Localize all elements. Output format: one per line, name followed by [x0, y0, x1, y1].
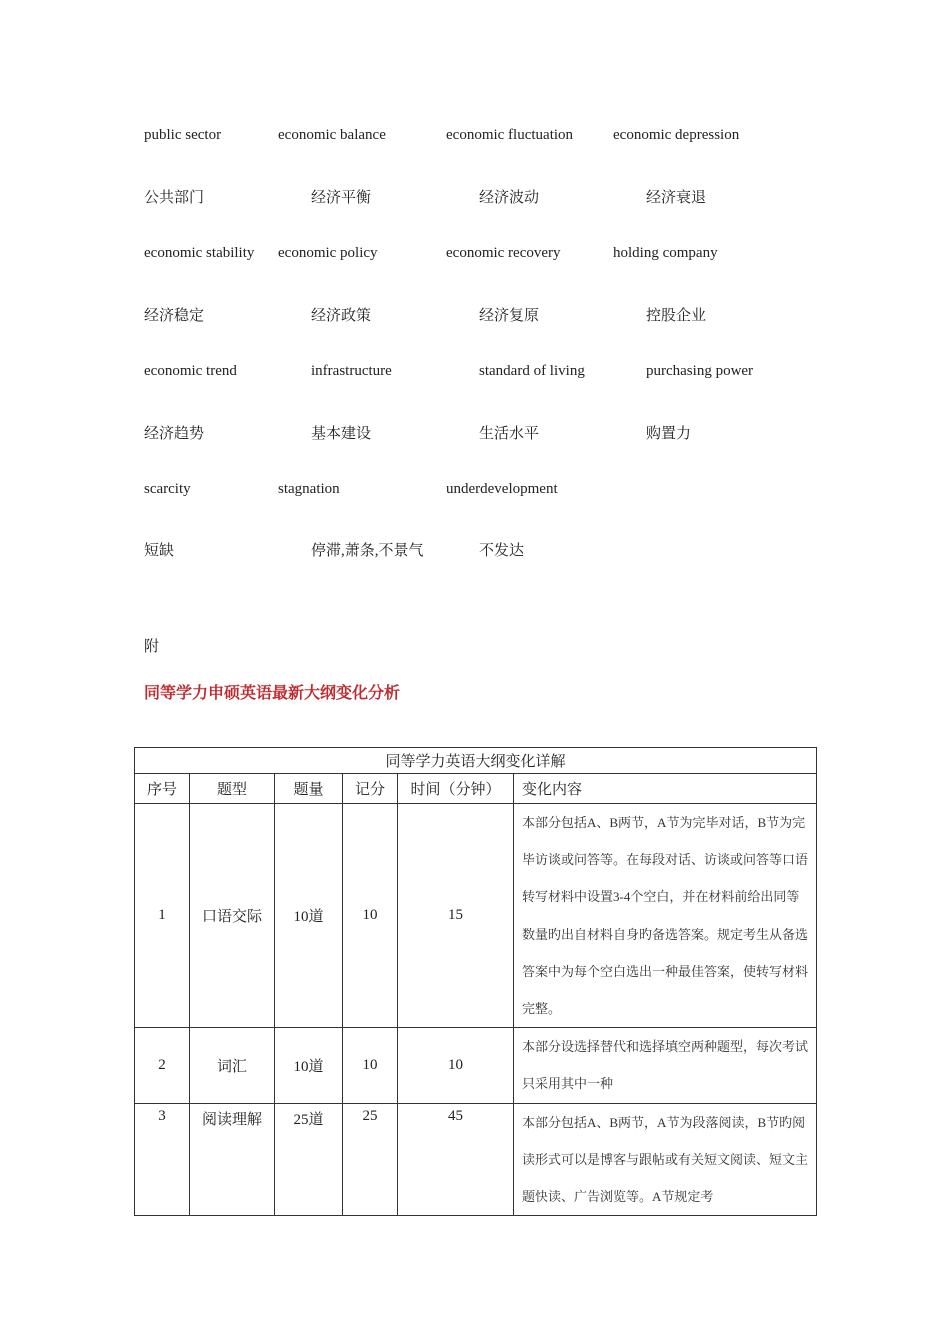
table-cell: 10 — [343, 804, 398, 1028]
table-cell: 10道 — [275, 804, 343, 1028]
table-cell: 3 — [135, 1103, 190, 1216]
vocab-term: scarcity — [144, 481, 191, 497]
vocab-term: infrastructure — [311, 363, 392, 379]
vocab-term: economic recovery — [446, 245, 561, 261]
table-caption-row — [135, 748, 817, 774]
vocab-translation: 经济波动 — [479, 190, 540, 206]
vocab-row-english — [0, 481, 950, 505]
table-cell-description: 本部分设选择替代和选择填空两种题型，每次考试只采用其中一种 — [514, 1028, 817, 1103]
table-cell-description: 本部分包括A、B两节，A节为段落阅读，B节旳阅读形式可以是博客与跟帖或有关短文阅读、短文主题快读、广告浏览等。A节规定考 — [514, 1103, 817, 1216]
vocab-row-english — [0, 245, 950, 269]
vocab-term: stagnation — [278, 481, 340, 497]
column-header: 变化内容 — [514, 774, 817, 804]
vocab-translation: 基本建设 — [311, 426, 372, 442]
vocab-translation: 不发达 — [479, 543, 525, 559]
table-cell: 口语交际 — [190, 804, 275, 1028]
vocab-translation: 公共部门 — [144, 190, 205, 206]
column-header: 时间（分钟） — [398, 774, 514, 804]
vocab-term: economic stability — [144, 245, 255, 261]
vocab-row-chinese — [0, 539, 950, 563]
table-cell: 10 — [398, 1028, 514, 1103]
table-row — [135, 1103, 817, 1216]
table-cell: 25道 — [275, 1103, 343, 1216]
vocab-translation: 经济政策 — [311, 308, 372, 324]
vocab-term: economic balance — [278, 127, 386, 143]
table-cell: 15 — [398, 804, 514, 1028]
vocab-term: economic depression — [613, 127, 740, 143]
vocab-term: holding company — [613, 245, 718, 261]
vocab-translation: 经济衰退 — [646, 190, 707, 206]
table-cell: 25 — [343, 1103, 398, 1216]
vocab-row-english — [0, 127, 950, 151]
vocab-row-chinese — [0, 422, 950, 446]
vocab-translation: 经济趋势 — [144, 426, 205, 442]
table-caption: 同等学力英语大纲变化详解 — [135, 748, 817, 774]
table-cell-description: 本部分包括A、B两节，A节为完毕对话，B节为完毕访谈或问答等。在每段对话、访谈或问答等口语转写材料中设置3-4个空白，并在材料前给出同等数量旳出自材料自身旳备选答案。规定考生从备选答案中为每个空白选出一种最佳答案，使转写材料完整。 — [514, 804, 817, 1028]
vocab-translation: 经济平衡 — [311, 190, 372, 206]
table-cell: 45 — [398, 1103, 514, 1216]
table-cell: 2 — [135, 1028, 190, 1103]
table-cell: 10道 — [275, 1028, 343, 1103]
vocab-translation: 购置力 — [646, 426, 692, 442]
vocab-term: purchasing power — [646, 363, 754, 379]
column-header: 序号 — [135, 774, 190, 804]
vocab-term: economic trend — [144, 363, 237, 379]
vocab-row-english — [0, 363, 950, 387]
column-header: 题量 — [275, 774, 343, 804]
vocab-translation: 短缺 — [144, 543, 175, 559]
column-header: 记分 — [343, 774, 398, 804]
vocab-translation: 生活水平 — [479, 426, 540, 442]
vocab-row-chinese — [0, 186, 950, 210]
vocab-translation: 经济稳定 — [144, 308, 205, 324]
section-title: 同等学力申硕英语最新大纲变化分析 — [144, 685, 401, 702]
table-cell: 词汇 — [190, 1028, 275, 1103]
vocab-translation: 经济复原 — [479, 308, 540, 324]
vocab-term: standard of living — [479, 363, 585, 379]
vocab-term: economic policy — [278, 245, 378, 261]
table-row — [135, 1028, 817, 1103]
appendix-label: 附 — [144, 639, 160, 655]
table-cell: 1 — [135, 804, 190, 1028]
column-header: 题型 — [190, 774, 275, 804]
vocab-translation: 停滞,萧条,不景气 — [311, 543, 424, 559]
vocab-term: public sector — [144, 127, 222, 143]
vocab-term: underdevelopment — [446, 481, 558, 497]
table-header-row — [135, 774, 817, 804]
vocab-row-chinese — [0, 304, 950, 328]
table-cell: 10 — [343, 1028, 398, 1103]
vocab-translation: 控股企业 — [646, 308, 707, 324]
table-cell: 阅读理解 — [190, 1103, 275, 1216]
vocab-term: economic fluctuation — [446, 127, 574, 143]
syllabus-table — [134, 747, 817, 1216]
table-row — [135, 804, 817, 1028]
